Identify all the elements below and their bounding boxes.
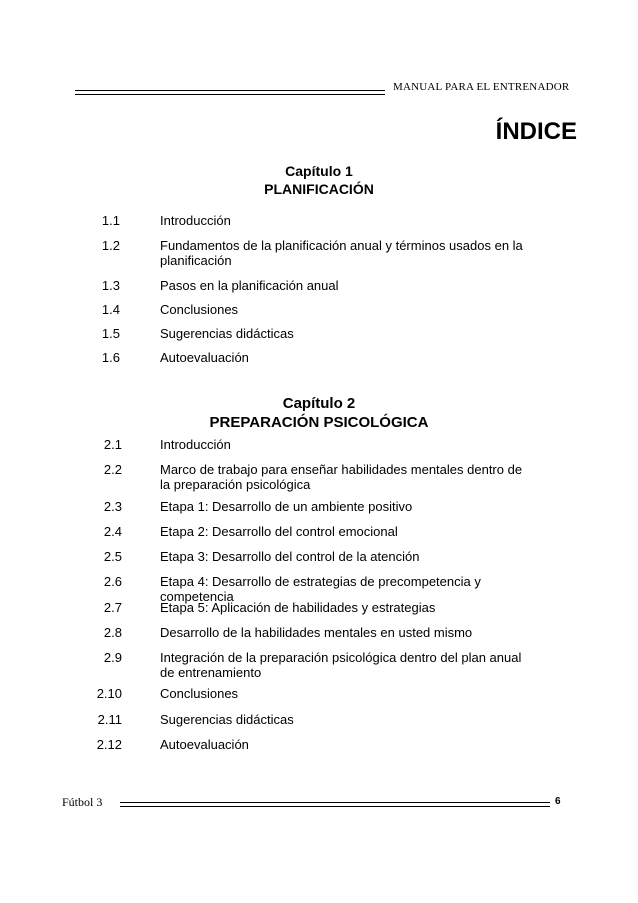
toc-entry-text: Sugerencias didácticas <box>160 326 294 341</box>
toc-entry-number: 2.4 <box>103 524 122 539</box>
toc-entry-text: Etapa 5: Aplicación de habilidades y estrategias <box>160 600 436 615</box>
toc-entry-text: Fundamentos de la planificación anual y términos usados en la planificación <box>160 238 523 268</box>
toc-entry-number: 2.2 <box>103 462 122 477</box>
page-title: ÍNDICE <box>495 118 577 145</box>
toc-entry-number: 1.1 <box>101 213 120 228</box>
chapter-1-label: Capítulo 1 <box>285 163 353 179</box>
toc-entry-number: 1.3 <box>101 278 120 293</box>
toc-entry-number: 1.6 <box>101 350 120 365</box>
toc-entry-text: Autoevaluación <box>160 350 249 365</box>
page-number: 6 <box>555 796 561 807</box>
toc-entry-number: 2.8 <box>103 625 122 640</box>
toc-entry-text: Etapa 1: Desarrollo de un ambiente positivo <box>160 499 413 514</box>
toc-entry-number: 2.10 <box>96 686 122 701</box>
toc-entry-number: 2.5 <box>103 549 122 564</box>
manual-title: MANUAL PARA EL ENTRENADOR <box>393 81 570 93</box>
toc-entry-number: 2.6 <box>103 574 122 589</box>
toc-entry-number: 2.1 <box>103 437 122 452</box>
toc-entry-number: 2.7 <box>103 600 122 615</box>
toc-entry-text: Sugerencias didácticas <box>160 712 294 727</box>
toc-entry-text: Desarrollo de la habilidades mentales en usted mismo <box>160 625 473 640</box>
toc-entry-number: 2.9 <box>103 650 122 665</box>
toc-entry-number: 2.11 <box>97 712 122 727</box>
toc-entry-text: Conclusiones <box>160 302 239 317</box>
footer-rule <box>120 802 550 807</box>
toc-entry-text: Pasos en la planificación anual <box>160 278 339 293</box>
toc-entry-text: Introducción <box>160 213 231 228</box>
toc-entry-text: Etapa 2: Desarrollo del control emocional <box>160 524 398 539</box>
toc-entry-number: 1.2 <box>101 238 120 253</box>
toc-entry-number: 2.12 <box>96 737 122 752</box>
chapter-2-label: Capítulo 2 <box>282 395 356 412</box>
toc-entry-text: Etapa 4: Desarrollo de estrategias de precompetencia y competencia <box>160 574 481 604</box>
header-rule <box>75 90 385 95</box>
toc-entry-text: Autoevaluación <box>160 737 249 752</box>
toc-entry-text: Integración de la preparación psicológica dentro del plan anual de entrenamiento <box>160 650 522 680</box>
toc-entry-text: Introducción <box>160 437 231 452</box>
toc-entry-number: 1.4 <box>101 302 120 317</box>
toc-entry-number: 1.5 <box>101 326 120 341</box>
chapter-1-title: PLANIFICACIÓN <box>264 181 374 197</box>
toc-entry-number: 2.3 <box>103 499 122 514</box>
toc-entry-text: Marco de trabajo para enseñar habilidades mentales dentro de la preparación psicológica <box>160 462 523 492</box>
chapter-2-heading <box>0 394 638 432</box>
chapter-1-heading <box>0 162 638 198</box>
footer-book-name: Fútbol 3 <box>62 795 103 809</box>
toc-entry-text: Etapa 3: Desarrollo del control de la atención <box>160 549 420 564</box>
toc-entry-text: Conclusiones <box>160 686 239 701</box>
chapter-2-title: PREPARACIÓN PSICOLÓGICA <box>209 414 429 431</box>
